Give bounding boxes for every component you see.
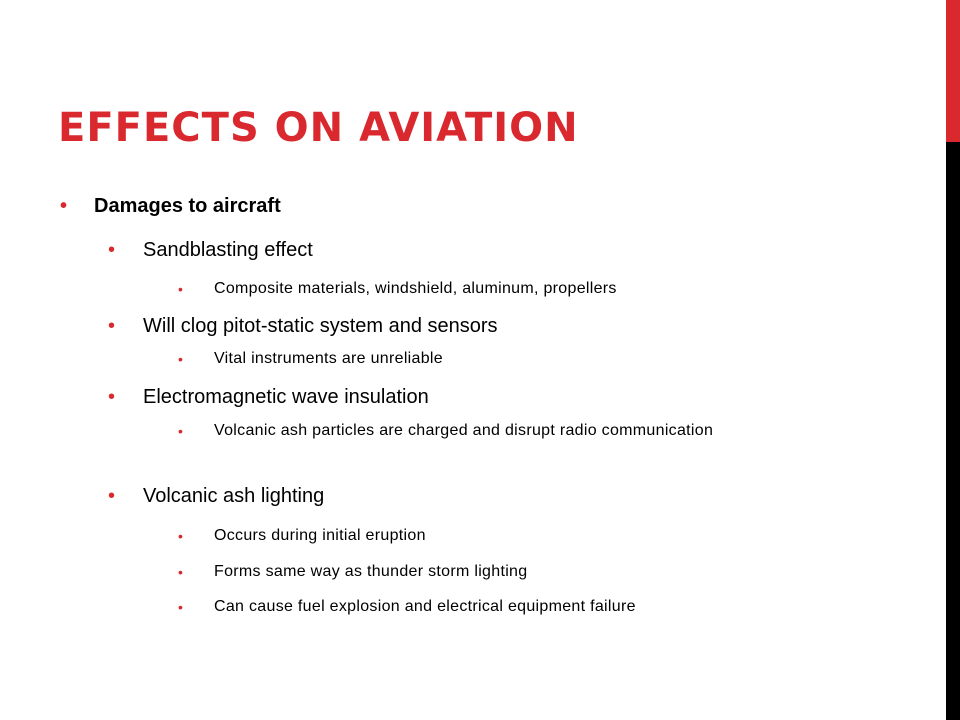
bullet-icon: •	[108, 315, 116, 337]
sub-bullet-item	[178, 561, 527, 583]
accent-bar-red	[946, 0, 960, 142]
bullet-icon: •	[108, 485, 116, 507]
slide-title: EFFECTS ON AVIATION	[58, 105, 579, 151]
bullet-item-text: Electromagnetic wave insulation	[143, 386, 429, 408]
bullet-icon: •	[178, 281, 184, 297]
sub-bullet-item	[178, 278, 617, 300]
bullet-icon: •	[178, 351, 184, 367]
bullet-item	[108, 484, 324, 508]
sub-bullet-text: Volcanic ash particles are charged and disrupt radio communication	[214, 422, 714, 439]
bullet-icon: •	[108, 239, 116, 261]
accent-bar-black	[946, 142, 960, 720]
bullet-item	[108, 385, 429, 409]
sub-bullet-item	[178, 525, 426, 547]
bullet-icon: •	[178, 599, 184, 615]
sub-bullet-item	[178, 420, 798, 442]
bullet-icon: •	[108, 386, 116, 408]
sub-bullet-text: Occurs during initial eruption	[214, 527, 426, 544]
sub-bullet-text: Composite materials, windshield, aluminum, propellers	[214, 280, 617, 297]
bullet-item	[108, 314, 498, 338]
bullet-heading-text: Damages to aircraft	[94, 195, 281, 217]
bullet-item	[108, 238, 313, 262]
bullet-item-text: Sandblasting effect	[143, 239, 313, 261]
bullet-icon: •	[178, 423, 184, 439]
sub-bullet-text: Forms same way as thunder storm lighting	[214, 563, 528, 580]
bullet-heading	[60, 194, 281, 218]
bullet-item-text: Volcanic ash lighting	[143, 485, 325, 507]
sub-bullet-item	[178, 596, 636, 618]
sub-bullet-text: Can cause fuel explosion and electrical equipment failure	[214, 598, 636, 615]
bullet-icon: •	[178, 528, 184, 544]
bullet-item-text: Will clog pitot-static system and sensors	[143, 315, 498, 337]
sub-bullet-text: Vital instruments are unreliable	[214, 350, 443, 367]
sub-bullet-item	[178, 348, 443, 370]
bullet-icon: •	[60, 195, 68, 217]
bullet-icon: •	[178, 564, 184, 580]
